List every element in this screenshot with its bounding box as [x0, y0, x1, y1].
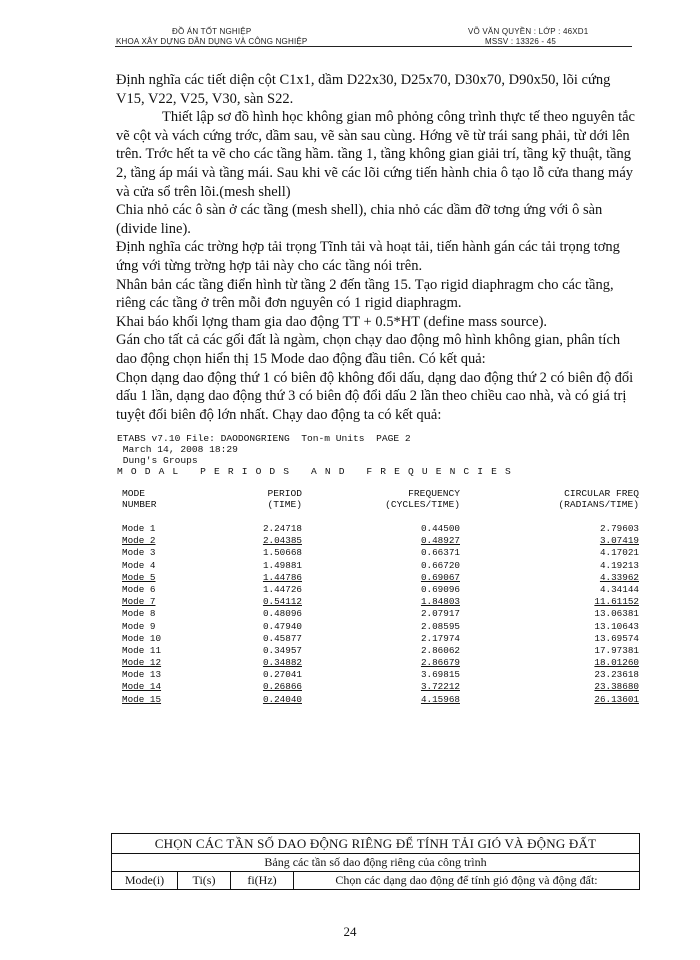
col-freq-label: FREQUENCY [408, 488, 460, 499]
header-rule [115, 46, 632, 47]
frequency-selection-table [111, 833, 640, 890]
paragraph: Khai báo khối lợng tham gia dao động TT + 0.5*HT (define mass source). [116, 313, 548, 330]
circular-freq-cell: 23.38680 [594, 681, 639, 693]
header-mode: Mode(i) [112, 872, 178, 890]
table-row [117, 681, 642, 693]
circular-freq-cell: 13.69574 [594, 632, 639, 644]
mode-cell: Mode 6 [122, 583, 156, 595]
mode-cell: Mode 5 [122, 571, 156, 583]
period-cell: 0.27041 [262, 669, 302, 681]
period-cell: 0.54112 [262, 596, 302, 608]
paragraph: Định nghĩa các tiết diện cột C1x1, dầm D22x30, D25x70, D30x70, D90x50, lõi cứng V15, V22, V25, V30, sàn S22. [116, 72, 611, 107]
modal-table-body [117, 523, 642, 706]
col-period-label: PERIOD [267, 488, 302, 499]
table-row [117, 523, 642, 535]
etabs-col-header-2 [117, 499, 642, 510]
etabs-col-header-1 [117, 488, 642, 499]
paragraph: Chia nhỏ các ô sàn ở các tầng (mesh shell), chia nhỏ các dầm đỡ tơng ứng với ô sàn (divide line). [116, 202, 603, 237]
etabs-line-file: ETABS v7.10 File: DAODONGRIENG Ton-m Units PAGE 2 [117, 433, 411, 444]
table-row [117, 645, 642, 657]
period-cell: 0.48096 [262, 608, 302, 620]
etabs-title: MODAL PERIODS AND FREQUENCIES [117, 466, 519, 477]
circular-freq-cell: 4.33962 [599, 571, 639, 583]
header-right-bottom: MSSV : 13326 - 45 [485, 37, 556, 46]
etabs-output [117, 433, 642, 706]
etabs-line-date: March 14, 2008 18:29 [117, 444, 238, 455]
mode-cell: Mode 10 [122, 632, 162, 644]
table-row [117, 596, 642, 608]
period-cell: 0.45877 [262, 632, 302, 644]
mode-cell: Mode 12 [122, 657, 162, 669]
col-mode-unit: NUMBER [122, 499, 157, 510]
frequency-cell: 0.69067 [420, 571, 460, 583]
etabs-line-group: Dung's Groups [117, 455, 198, 466]
frequency-cell: 0.66720 [420, 559, 460, 571]
mode-cell: Mode 1 [122, 523, 156, 534]
table-row [117, 694, 642, 706]
period-cell: 2.24718 [262, 523, 302, 534]
header-right-top: VÕ VĂN QUYỀN : LỚP : 46XD1 [468, 27, 589, 36]
table-row [117, 572, 642, 584]
frequency-cell: 3.69815 [420, 669, 460, 681]
circular-freq-cell: 3.07419 [599, 535, 639, 547]
header-period: Ti(s) [178, 872, 231, 890]
paragraph: Định nghĩa các trờng hợp tải trọng Tĩnh tải và hoạt tải, tiến hành gán các tải trọng tơng ứng với từng trờng hợp tải này cho các tầng nói trên. [116, 239, 620, 274]
frequency-cell: 0.44500 [420, 523, 460, 534]
mode-cell: Mode 8 [122, 608, 156, 620]
table-title: CHỌN CÁC TẦN SỐ DAO ĐỘNG RIÊNG ĐỂ TÍNH TẢI GIÓ VÀ ĐỘNG ĐẤT [112, 834, 640, 854]
circular-freq-cell: 11.61152 [594, 596, 639, 608]
frequency-cell: 2.86679 [420, 657, 460, 669]
body-text [116, 71, 638, 424]
mode-cell: Mode 15 [122, 693, 162, 705]
frequency-cell: 0.69096 [420, 583, 460, 595]
frequency-cell: 2.08595 [420, 620, 460, 632]
frequency-cell: 3.72212 [420, 681, 460, 693]
header-frequency: fi(Hz) [231, 872, 294, 890]
period-cell: 0.34957 [262, 644, 302, 656]
circular-freq-cell: 4.34144 [599, 583, 639, 595]
circular-freq-cell: 18.01260 [594, 657, 639, 669]
period-cell: 2.04385 [262, 535, 302, 547]
table-header-row [112, 872, 640, 890]
table-row [117, 560, 642, 572]
header-selection: Chọn các dạng dao động để tính gió động và động đất: [294, 872, 640, 890]
table-row [117, 584, 642, 596]
frequency-cell: 1.84803 [420, 596, 460, 608]
period-cell: 0.26866 [262, 681, 302, 693]
period-cell: 1.44786 [262, 571, 302, 583]
mode-cell: Mode 3 [122, 547, 156, 559]
table-row [117, 535, 642, 547]
paragraph: Nhân bản các tầng điển hình từ tầng 2 đến tầng 15. Tạo rigid diaphragm cho các tầng, riêng các tầng ở trên mỗi đơn nguyên có 1 rigid diaphragm. [116, 276, 614, 312]
mode-cell: Mode 7 [122, 596, 156, 608]
circular-freq-cell: 13.10643 [594, 620, 639, 632]
period-cell: 1.44726 [262, 583, 302, 595]
period-cell: 0.24040 [262, 693, 302, 705]
table-row [117, 608, 642, 620]
frequency-cell: 2.17974 [420, 632, 460, 644]
mode-cell: Mode 11 [122, 644, 162, 656]
paragraph: Chọn dạng dao động thứ 1 có biên độ không đổi dấu, dạng dao động thứ 2 có biên độ đổi dấu 1 lần, dạng dao động thứ 3 có biên độ đổi dấu 2 lần theo chiều cao nhà, và có giá trị tuyệt đối biên độ lớn nhất. Chạy dao động ta có kết quả: [116, 369, 634, 423]
table-subtitle: Bảng các tần số dao động riêng của công trình [112, 854, 640, 872]
paragraph: Gán cho tất cả các gối đất là ngàm, chọn chạy dao động mô hình không gian, phân tích dao động chọn hiển thị 15 Mode dao động đầu tiên. Có kết quả: [116, 332, 621, 367]
col-freq-unit: (CYCLES/TIME) [385, 499, 460, 510]
mode-cell: Mode 13 [122, 669, 162, 681]
circular-freq-cell: 4.19213 [599, 559, 639, 571]
table-row [117, 621, 642, 633]
header-left-bottom: KHOA XÂY DỰNG DÂN DỤNG VÀ CÔNG NGHIỆP [116, 37, 308, 46]
circular-freq-cell: 17.97381 [594, 644, 639, 656]
circular-freq-cell: 2.79603 [599, 523, 639, 534]
circular-freq-cell: 13.06381 [594, 608, 639, 620]
mode-cell: Mode 14 [122, 681, 162, 693]
col-mode-label: MODE [122, 488, 146, 499]
period-cell: 1.49881 [262, 559, 302, 571]
col-circ-unit: (RADIANS/TIME) [558, 499, 639, 510]
circular-freq-cell: 26.13601 [594, 693, 639, 705]
mode-cell: Mode 2 [122, 535, 156, 547]
circular-freq-cell: 4.17021 [599, 547, 639, 559]
period-cell: 0.34882 [262, 657, 302, 669]
circular-freq-cell: 23.23618 [594, 669, 639, 681]
table-row [117, 657, 642, 669]
period-cell: 1.50668 [262, 547, 302, 559]
table-row [117, 547, 642, 559]
col-circ-label: CIRCULAR FREQ [564, 488, 639, 499]
paragraph: Thiết lập sơ đồ hình học không gian mô phỏng công trình thực tế theo nguyên tắc vẽ cột và vách cứng trớc, dầm sau, vẽ sàn sau cùng. Hớng vẽ từ trái sang phải, từ dới lên trên. Trớc hết ta vẽ cho các tầng hầm. tầng 1, tầng không gian giải trí, tầng kỹ thuật, tầng 2, tầng áp mái và tầng mái. Sau khi vẽ các lõi cứng tiến hành chia ô tạo lỗ cửa thang máy và cửa sổ trên lõi.(mesh shell) [116, 109, 635, 200]
mode-cell: Mode 9 [122, 620, 156, 632]
header-left-top: ĐỒ ÁN TỐT NGHIỆP [172, 27, 252, 36]
page-number: 24 [343, 924, 357, 939]
mode-cell: Mode 4 [122, 559, 156, 571]
frequency-cell: 4.15968 [420, 693, 460, 705]
frequency-cell: 2.86062 [420, 644, 460, 656]
table-row [117, 669, 642, 681]
table-row [117, 633, 642, 645]
frequency-cell: 2.07917 [420, 608, 460, 620]
frequency-cell: 0.48927 [420, 535, 460, 547]
period-cell: 0.47940 [262, 620, 302, 632]
col-period-unit: (TIME) [267, 499, 302, 510]
frequency-cell: 0.66371 [420, 547, 460, 559]
